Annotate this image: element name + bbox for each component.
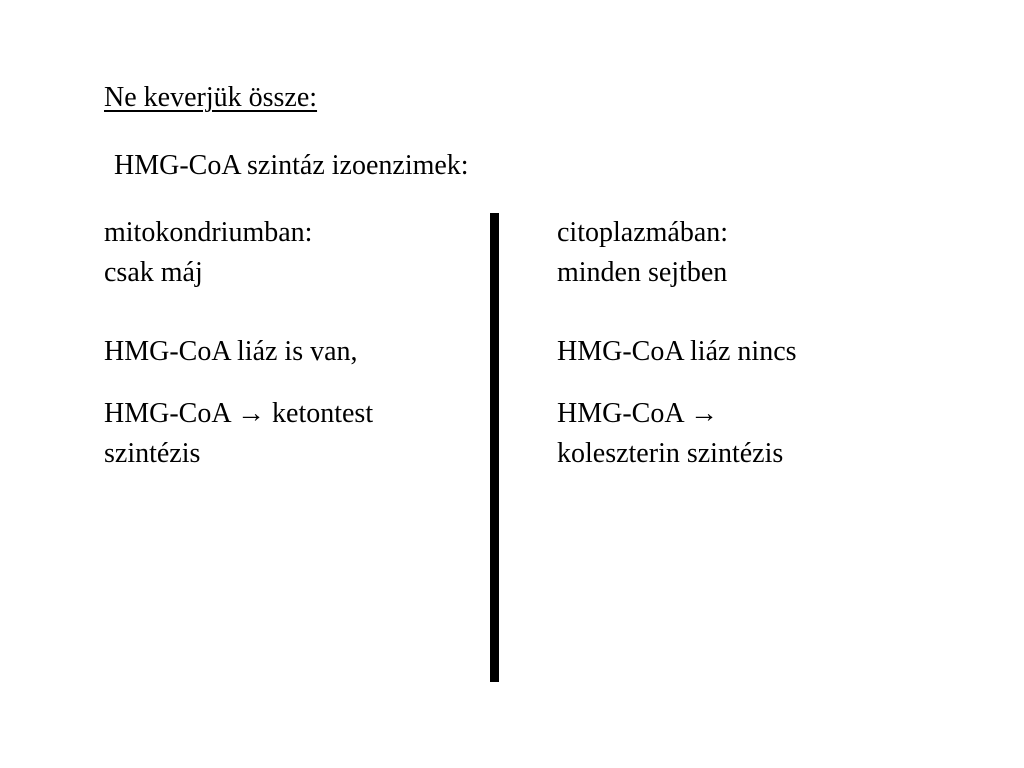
column-divider: [490, 213, 499, 682]
right-location-title: citoplazmában:: [557, 217, 729, 248]
left-pathway-line-2: szintézis: [104, 438, 201, 469]
right-pathway-line-1: HMG-CoA →: [557, 398, 719, 429]
left-location-detail: csak máj: [104, 257, 203, 288]
right-lyase-text: HMG-CoA liáz nincs: [557, 336, 797, 367]
right-pathway-line-2: koleszterin szintézis: [557, 438, 784, 469]
slide-heading: Ne keverjük össze:: [104, 82, 318, 113]
right-location-detail: minden sejtben: [557, 257, 728, 288]
left-lyase-text: HMG-CoA liáz is van,: [104, 336, 358, 367]
slide-subheading: HMG-CoA szintáz izoenzimek:: [114, 150, 469, 181]
left-pathway-line-1: HMG-CoA → ketontest: [104, 398, 374, 429]
left-location-title: mitokondriumban:: [104, 217, 313, 248]
